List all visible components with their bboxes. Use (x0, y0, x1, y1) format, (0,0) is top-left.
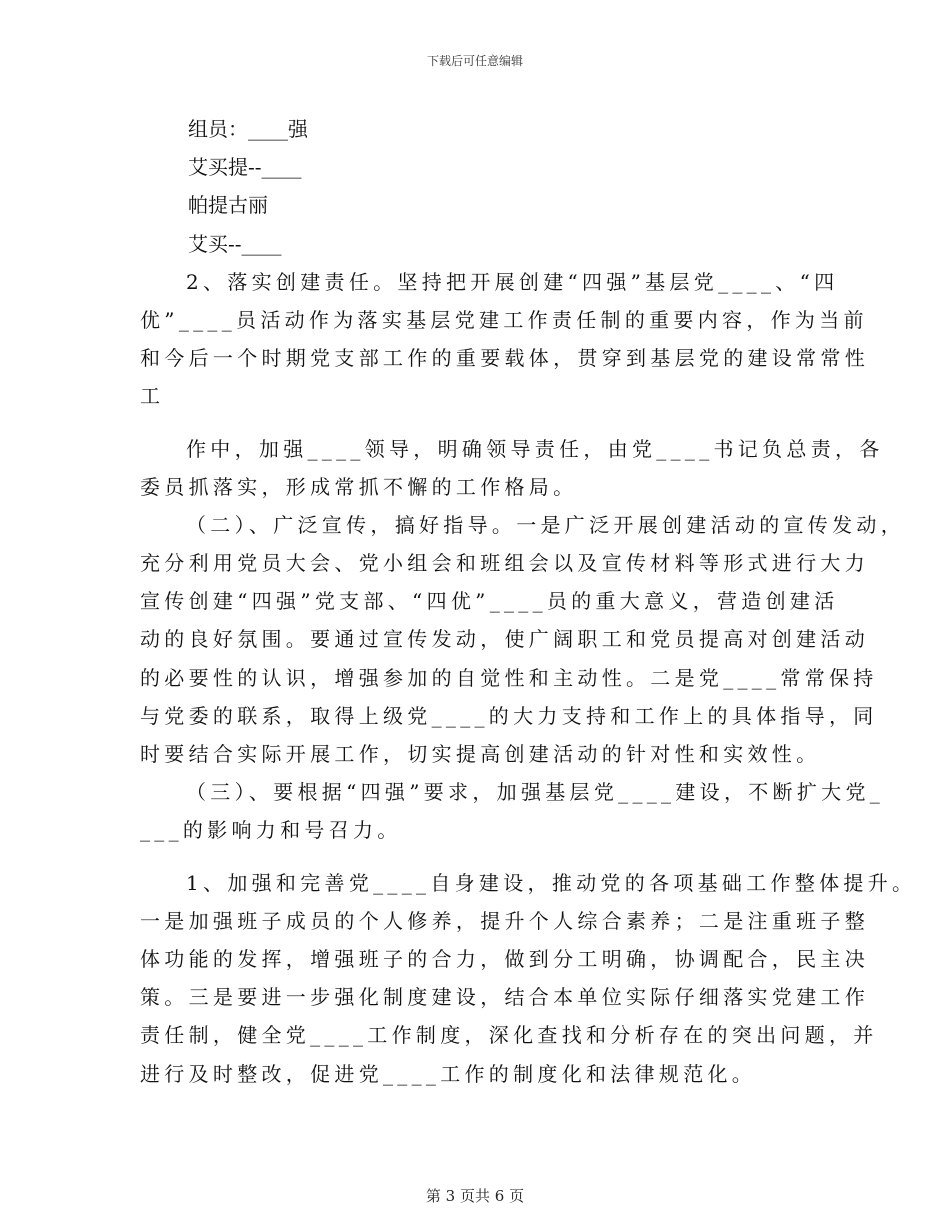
paragraph-publicity (140, 506, 905, 773)
paragraph-line: 动的良好氛围。要通过宣传发动，使广阔职工和党员提高对创建活动 (140, 627, 869, 652)
paragraph-implement-responsibility (140, 263, 869, 416)
paragraph-line: ___的影响力和号召力。 (140, 818, 402, 843)
paragraph-line: 委员抓落实，形成常抓不懈的工作格局。 (140, 474, 578, 499)
paragraph-line: 策。三是要进一步强化制度建设，结合本单位实际仔细落实党建工作 (140, 985, 869, 1010)
paragraph-line: 作中，加强____领导，明确领导责任，由党____书记负总责，各 (186, 436, 884, 461)
paragraph-strengthen (140, 864, 917, 1093)
member-line: 帕提古丽 (188, 193, 268, 218)
page-header: 下载后可任意编辑 (426, 54, 523, 68)
paragraph-line: 责任制，健全党____工作制度，深化查找和分析存在的突出问题，并 (140, 1023, 878, 1048)
spacer (140, 850, 830, 864)
paragraph-line: 工 (140, 384, 165, 409)
page-footer: 第 3 页共 6 页 (425, 1187, 525, 1205)
paragraph-line: （三）、要根据“四强”要求，加强基层党____建设，不断扩大党_ (186, 780, 885, 805)
member-line: 艾买提--____ (188, 155, 302, 180)
member-line: 组员：____强 (188, 117, 308, 141)
document-body (140, 110, 917, 1093)
paragraph-line: 进行及时整改，促进党____工作的制度化和法律规范化。 (140, 1061, 757, 1086)
paragraph-line: 一是加强班子成员的个人修养，提升个人综合素养；二是注重班子整 (140, 908, 869, 933)
paragraph-work-pattern (140, 430, 884, 506)
paragraph-requirements (140, 773, 885, 849)
paragraph-line: 优”____员活动作为落实基层党建工作责任制的重要内容，作为当前 (140, 307, 868, 332)
paragraph-line: 与党委的联系，取得上级党____的大力支持和工作上的具体指导，同 (140, 703, 878, 728)
paragraph-line: 体功能的发挥，增强班子的合力，做到分工明确，协调配合，民主决 (140, 946, 869, 971)
paragraph-line: 的必要性的认识，增强参加的自觉性和主动性。二是党____常常保持 (140, 665, 878, 690)
spacer (140, 416, 830, 430)
member-line: 艾买--____ (188, 231, 282, 256)
paragraph-line: 时要结合实际开展工作，切实提高创建活动的针对性和实效性。 (140, 742, 821, 766)
members-list (140, 110, 830, 263)
paragraph-line: 和今后一个时期党支部工作的重要载体，贯穿到基层党的建设常常性 (140, 346, 869, 371)
paragraph-line: 2、落实创建责任。坚持把开展创建“四强”基层党____、“四 (186, 269, 839, 294)
paragraph-line: 充分利用党员大会、党小组会和班组会以及宣传材料等形式进行大力 (140, 551, 869, 576)
paragraph-line: （二）、广泛宣传，搞好指导。一是广泛开展创建活动的宣传发动， (186, 512, 905, 537)
paragraph-line: 宣传创建“四强”党支部、“四优”____员的重大意义，营造创建活 (140, 589, 839, 614)
paragraph-line: 1、加强和完善党____自身建设，推动党的各项基础工作整体提升。 (186, 870, 917, 895)
